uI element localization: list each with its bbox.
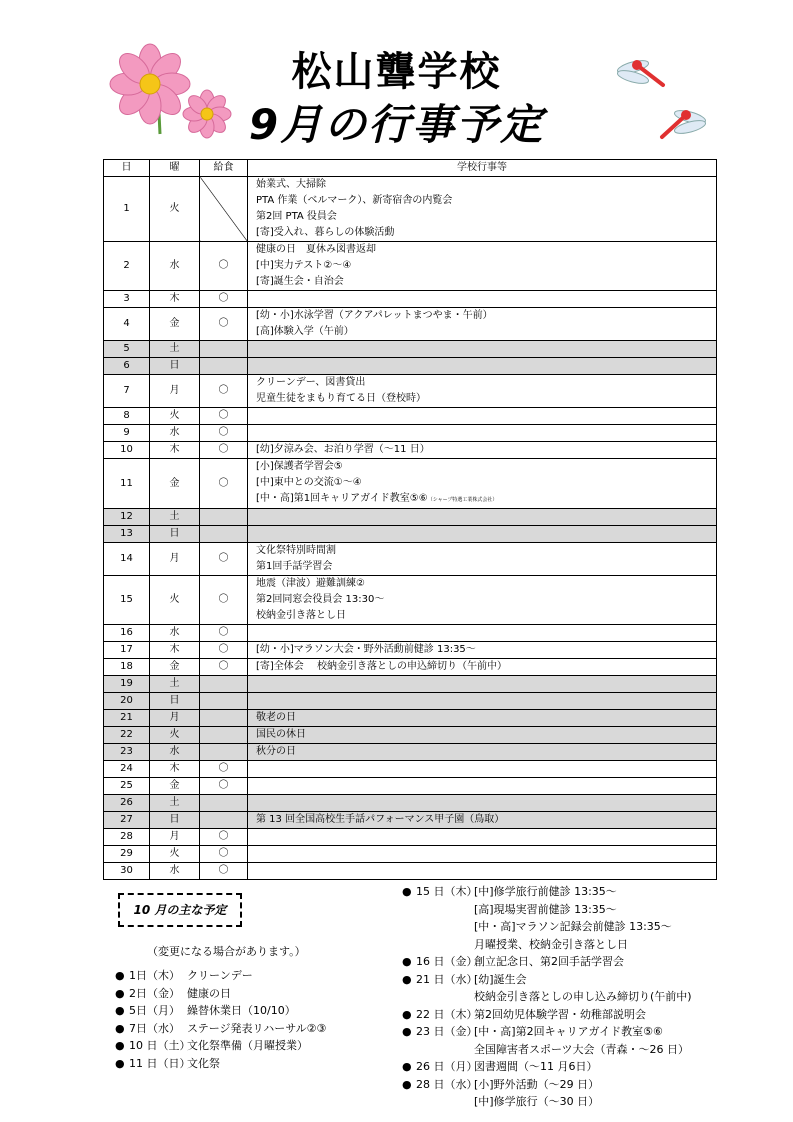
- event-text: [寄]全体会 校納金引き落としの申込締切り（午前中）: [256, 661, 507, 672]
- lunch-cell: 〇: [200, 242, 248, 291]
- weekday-cell: 金: [150, 459, 200, 509]
- weekday-cell: 水: [150, 625, 200, 642]
- event-line: [256, 177, 716, 193]
- event-sponsor-note: （シャープ特選工業株式会社）: [427, 497, 498, 503]
- weekday-cell: 日: [150, 358, 200, 375]
- item-text: [中・高]第2回キャリアガイド教室⑤⑥: [474, 1025, 663, 1038]
- lunch-cell: 〇: [200, 308, 248, 341]
- table-row: [104, 693, 717, 710]
- weekday-cell: 水: [150, 863, 200, 880]
- weekday-cell: 土: [150, 795, 200, 812]
- lunch-cell: 〇: [200, 863, 248, 880]
- lunch-cell: 〇: [200, 408, 248, 425]
- bullet-icon: ●: [115, 1021, 125, 1035]
- events-cell: [248, 795, 717, 812]
- table-row: [104, 543, 717, 576]
- list-item: [115, 1037, 326, 1055]
- schedule-table: [103, 159, 717, 880]
- event-line: [256, 659, 716, 675]
- bullet-icon: ●: [402, 1007, 412, 1021]
- event-line: [256, 324, 716, 340]
- bullet-icon: ●: [402, 955, 412, 968]
- day-cell: 6: [104, 358, 150, 375]
- event-line: [256, 491, 716, 508]
- list-item: [402, 883, 692, 901]
- weekday-cell: 土: [150, 341, 200, 358]
- lunch-cell: 〇: [200, 543, 248, 576]
- list-item: [402, 1006, 692, 1024]
- no-lunch-slash: [200, 812, 248, 829]
- day-cell: 22: [104, 727, 150, 744]
- october-left-list: [115, 967, 326, 1072]
- events-cell: [248, 778, 717, 795]
- events-cell: [248, 693, 717, 710]
- event-line: [256, 459, 716, 475]
- bullet-icon: ●: [115, 1056, 125, 1070]
- event-line: [256, 225, 716, 241]
- weekday-cell: 火: [150, 846, 200, 863]
- october-note: （変更になる場合があります。）: [147, 945, 306, 958]
- event-text: [中]実力テスト②～④: [256, 260, 352, 271]
- table-row: [104, 625, 717, 642]
- page-title: 松山聾学校: [291, 49, 502, 95]
- weekday-cell: 月: [150, 375, 200, 408]
- day-cell: 14: [104, 543, 150, 576]
- event-line: [256, 559, 716, 575]
- no-lunch-slash: [200, 358, 248, 375]
- events-cell: [248, 812, 717, 829]
- events-cell: [248, 576, 717, 625]
- item-date: 22 日（木）: [416, 1007, 478, 1021]
- weekday-cell: 日: [150, 812, 200, 829]
- item-date: 23 日（金）: [416, 1025, 478, 1038]
- table-row: [104, 576, 717, 625]
- weekday-cell: 火: [150, 727, 200, 744]
- bullet-icon: ●: [115, 1039, 125, 1052]
- item-date: 5日（月）: [129, 1004, 180, 1017]
- day-cell: 24: [104, 761, 150, 778]
- table-row: [104, 812, 717, 829]
- event-text: [寄]誕生会・自治会: [256, 276, 344, 287]
- table-row: [104, 642, 717, 659]
- no-lunch-slash: [200, 727, 248, 744]
- lunch-cell: 〇: [200, 625, 248, 642]
- item-date: 10 日（土）: [129, 1039, 191, 1052]
- day-cell: 2: [104, 242, 150, 291]
- list-item: [115, 967, 326, 985]
- no-lunch-slash: [200, 795, 248, 812]
- table-row: [104, 291, 717, 308]
- item-date: 28 日（水）: [416, 1077, 478, 1091]
- weekday-cell: 水: [150, 242, 200, 291]
- lunch-cell: 〇: [200, 778, 248, 795]
- event-text: 健康の日 夏休み図書返却: [256, 244, 376, 255]
- bullet-icon: ●: [402, 1077, 412, 1091]
- event-text: 地震（津波）避難訓練②: [256, 578, 365, 589]
- weekday-cell: 火: [150, 576, 200, 625]
- events-cell: [248, 358, 717, 375]
- weekday-cell: 木: [150, 442, 200, 459]
- event-text: 第2回同窓会役員会 13:30～: [256, 594, 385, 605]
- event-line: [256, 576, 716, 592]
- lunch-cell: 〇: [200, 459, 248, 509]
- event-line: [256, 274, 716, 290]
- day-cell: 28: [104, 829, 150, 846]
- table-row: [104, 659, 717, 676]
- table-row: [104, 408, 717, 425]
- item-date: 1日（木）: [129, 969, 180, 982]
- event-text: 第2回 PTA 役員会: [256, 211, 337, 222]
- day-cell: 17: [104, 642, 150, 659]
- item-date: 21 日（水）: [416, 972, 478, 986]
- weekday-cell: 水: [150, 744, 200, 761]
- header-day: 日: [104, 160, 150, 177]
- day-cell: 5: [104, 341, 150, 358]
- weekday-cell: 日: [150, 693, 200, 710]
- table-row: [104, 242, 717, 291]
- item-text: 第2回幼児体験学習・幼稚部説明会: [474, 1007, 646, 1021]
- event-text: 校納金引き落とし日: [256, 610, 346, 621]
- events-cell: [248, 676, 717, 693]
- lunch-cell: 〇: [200, 846, 248, 863]
- table-row: [104, 341, 717, 358]
- events-cell: [248, 308, 717, 341]
- table-row: [104, 744, 717, 761]
- events-cell: [248, 425, 717, 442]
- weekday-cell: 金: [150, 659, 200, 676]
- table-row: [104, 526, 717, 543]
- event-text: 第 13 回全国高校生手話パフォーマンス甲子園（鳥取）: [256, 814, 505, 825]
- no-lunch-slash: [200, 526, 248, 543]
- weekday-cell: 月: [150, 710, 200, 727]
- event-text: [中・高]第1回キャリアガイド教室⑤⑥: [256, 493, 428, 504]
- day-cell: 7: [104, 375, 150, 408]
- table-row: [104, 795, 717, 812]
- weekday-cell: 火: [150, 408, 200, 425]
- event-line: [256, 258, 716, 274]
- event-text: 敬老の日: [256, 712, 296, 723]
- events-cell: [248, 242, 717, 291]
- list-item: [115, 985, 326, 1003]
- table-row: [104, 846, 717, 863]
- item-text: [中]修学旅行前健診 13:35～: [474, 885, 617, 898]
- event-text: 国民の休日: [256, 729, 306, 740]
- item-text: [小]野外活動（～29 日）: [474, 1077, 600, 1091]
- list-item: [402, 918, 692, 936]
- day-cell: 16: [104, 625, 150, 642]
- events-cell: [248, 459, 717, 509]
- lunch-cell: 〇: [200, 442, 248, 459]
- day-cell: 19: [104, 676, 150, 693]
- event-text: クリーンデー、図書貸出: [256, 377, 366, 388]
- item-text: 校納金引き落としの申し込み締切り(午前中): [474, 990, 692, 1003]
- day-cell: 12: [104, 509, 150, 526]
- events-cell: [248, 341, 717, 358]
- no-lunch-slash: [200, 710, 248, 727]
- item-text: 全国障害者スポーツ大会（青森・～26 日）: [474, 1042, 690, 1056]
- events-cell: [248, 177, 717, 242]
- table-row: [104, 676, 717, 693]
- bullet-icon: ●: [402, 885, 412, 898]
- lunch-cell: 〇: [200, 291, 248, 308]
- event-line: [256, 242, 716, 258]
- events-cell: [248, 744, 717, 761]
- event-text: [幼]夕涼み会、お泊り学習（～11 日）: [256, 444, 430, 455]
- event-line: [256, 812, 716, 828]
- event-line: [256, 442, 716, 458]
- events-cell: [248, 846, 717, 863]
- events-cell: [248, 509, 717, 526]
- event-text: 児童生徒をまもり育てる日（登校時）: [256, 393, 426, 404]
- october-heading-box: 10 月の主な予定: [118, 893, 242, 927]
- day-cell: 26: [104, 795, 150, 812]
- event-text: 秋分の日: [256, 746, 296, 757]
- table-row: [104, 308, 717, 341]
- lunch-cell: 〇: [200, 829, 248, 846]
- list-item: [402, 1093, 692, 1111]
- item-text: 文化祭準備（月曜授業）: [187, 1039, 308, 1052]
- event-line: [256, 543, 716, 559]
- table-row: [104, 761, 717, 778]
- events-cell: [248, 543, 717, 576]
- table-row: [104, 459, 717, 509]
- weekday-cell: 木: [150, 291, 200, 308]
- list-item: [402, 936, 692, 954]
- bullet-icon: ●: [402, 1060, 412, 1073]
- weekday-cell: 金: [150, 778, 200, 795]
- events-cell: [248, 642, 717, 659]
- day-cell: 23: [104, 744, 150, 761]
- weekday-cell: 月: [150, 829, 200, 846]
- events-cell: [248, 625, 717, 642]
- day-cell: 29: [104, 846, 150, 863]
- event-line: [256, 608, 716, 624]
- item-text: [幼]誕生会: [474, 972, 527, 986]
- event-line: [256, 475, 716, 491]
- item-text: ステージ発表リハーサル②③: [187, 1021, 327, 1035]
- events-cell: [248, 659, 717, 676]
- day-cell: 13: [104, 526, 150, 543]
- events-cell: [248, 442, 717, 459]
- table-row: [104, 425, 717, 442]
- event-text: PTA 作業（ベルマーク）、新寄宿舎の内覧会: [256, 195, 453, 206]
- lunch-cell: 〇: [200, 425, 248, 442]
- day-cell: 1: [104, 177, 150, 242]
- day-cell: 9: [104, 425, 150, 442]
- event-line: [256, 375, 716, 391]
- event-line: [256, 744, 716, 760]
- october-right-list: [402, 883, 692, 1111]
- event-text: [小]保護者学習会⑤: [256, 461, 343, 472]
- item-text: 月曜授業、校納金引き落とし日: [474, 937, 628, 951]
- weekday-cell: 木: [150, 761, 200, 778]
- header-events: 学校行事等: [248, 160, 717, 177]
- weekday-cell: 土: [150, 509, 200, 526]
- weekday-cell: 日: [150, 526, 200, 543]
- lunch-cell: 〇: [200, 576, 248, 625]
- event-line: [256, 727, 716, 743]
- event-line: [256, 710, 716, 726]
- day-cell: 15: [104, 576, 150, 625]
- event-text: [中]東中との交流①～④: [256, 477, 362, 488]
- table-row: [104, 177, 717, 242]
- lunch-cell: 〇: [200, 642, 248, 659]
- event-line: [256, 209, 716, 225]
- events-cell: [248, 291, 717, 308]
- table-row: [104, 358, 717, 375]
- bullet-icon: ●: [115, 1004, 125, 1017]
- event-text: [寄]受入れ、暮らしの体験活動: [256, 227, 395, 238]
- header-lunch: 給食: [200, 160, 248, 177]
- bullet-icon: ●: [115, 969, 125, 982]
- day-cell: 21: [104, 710, 150, 727]
- bullet-icon: ●: [402, 1025, 412, 1038]
- list-item: [402, 988, 692, 1006]
- day-cell: 11: [104, 459, 150, 509]
- events-cell: [248, 829, 717, 846]
- no-lunch-slash: [200, 676, 248, 693]
- event-text: 文化祭特別時間割: [256, 545, 336, 556]
- item-text: 創立記念日、第2回手話学習会: [474, 955, 624, 968]
- events-cell: [248, 375, 717, 408]
- item-text: 図書週間（～11 月6日）: [474, 1060, 598, 1073]
- item-text: [中・高]マラソン記録会前健診 13:35～: [474, 920, 672, 933]
- page-subtitle: 9月の行事予定: [248, 100, 545, 149]
- list-item: [402, 901, 692, 919]
- day-cell: 4: [104, 308, 150, 341]
- list-item: [402, 1076, 692, 1094]
- lunch-cell: 〇: [200, 659, 248, 676]
- day-cell: 10: [104, 442, 150, 459]
- events-cell: [248, 727, 717, 744]
- table-row: [104, 829, 717, 846]
- no-lunch-slash: [200, 177, 248, 242]
- header-dow: 曜: [150, 160, 200, 177]
- list-item: [115, 1055, 326, 1073]
- day-cell: 18: [104, 659, 150, 676]
- table-row: [104, 442, 717, 459]
- table-row: [104, 727, 717, 744]
- item-text: [中]修学旅行（～30 日）: [474, 1095, 600, 1108]
- event-line: [256, 642, 716, 658]
- item-date: 16 日（金）: [416, 955, 478, 968]
- event-text: 始業式、大掃除: [256, 179, 326, 190]
- item-date: 2日（金）: [129, 986, 180, 1000]
- no-lunch-slash: [200, 341, 248, 358]
- list-item: [402, 953, 692, 971]
- event-line: [256, 391, 716, 407]
- table-row: [104, 710, 717, 727]
- item-date: 11 日（日）: [129, 1056, 191, 1070]
- day-cell: 30: [104, 863, 150, 880]
- day-cell: 27: [104, 812, 150, 829]
- list-item: [402, 1023, 692, 1041]
- lunch-cell: 〇: [200, 375, 248, 408]
- list-item: [115, 1002, 326, 1020]
- events-cell: [248, 526, 717, 543]
- table-header-row: [104, 160, 717, 177]
- item-date: 15 日（木）: [416, 885, 478, 898]
- weekday-cell: 金: [150, 308, 200, 341]
- item-text: 健康の日: [187, 986, 231, 1000]
- day-cell: 25: [104, 778, 150, 795]
- events-cell: [248, 863, 717, 880]
- no-lunch-slash: [200, 509, 248, 526]
- day-cell: 3: [104, 291, 150, 308]
- list-item: [402, 1041, 692, 1059]
- bullet-icon: ●: [402, 972, 412, 986]
- event-text: 第1回手話学習会: [256, 561, 333, 572]
- day-cell: 20: [104, 693, 150, 710]
- no-lunch-slash: [200, 693, 248, 710]
- event-text: [幼・小]水泳学習（アクアパレットまつやま・午前）: [256, 310, 493, 321]
- item-text: 文化祭: [187, 1056, 220, 1070]
- events-cell: [248, 761, 717, 778]
- list-item: [402, 971, 692, 989]
- weekday-cell: 火: [150, 177, 200, 242]
- table-row: [104, 509, 717, 526]
- item-text: クリーンデー: [187, 969, 253, 982]
- event-line: [256, 193, 716, 209]
- bullet-icon: ●: [115, 986, 125, 1000]
- day-cell: 8: [104, 408, 150, 425]
- item-date: 7日（水）: [129, 1021, 180, 1035]
- item-date: 26 日（月）: [416, 1060, 478, 1073]
- weekday-cell: 水: [150, 425, 200, 442]
- event-text: [幼・小]マラソン大会・野外活動前健診 13:35～: [256, 644, 476, 655]
- item-text: [高]現場実習前健診 13:35～: [474, 902, 617, 916]
- table-row: [104, 375, 717, 408]
- no-lunch-slash: [200, 744, 248, 761]
- events-cell: [248, 710, 717, 727]
- event-line: [256, 308, 716, 324]
- event-text: [高]体験入学（午前）: [256, 326, 354, 337]
- event-line: [256, 592, 716, 608]
- lunch-cell: 〇: [200, 761, 248, 778]
- weekday-cell: 木: [150, 642, 200, 659]
- weekday-cell: 月: [150, 543, 200, 576]
- item-text: 繰替休業日（10/10）: [187, 1004, 296, 1017]
- list-item: [402, 1058, 692, 1076]
- list-item: [115, 1020, 326, 1038]
- events-cell: [248, 408, 717, 425]
- weekday-cell: 土: [150, 676, 200, 693]
- table-row: [104, 863, 717, 880]
- table-row: [104, 778, 717, 795]
